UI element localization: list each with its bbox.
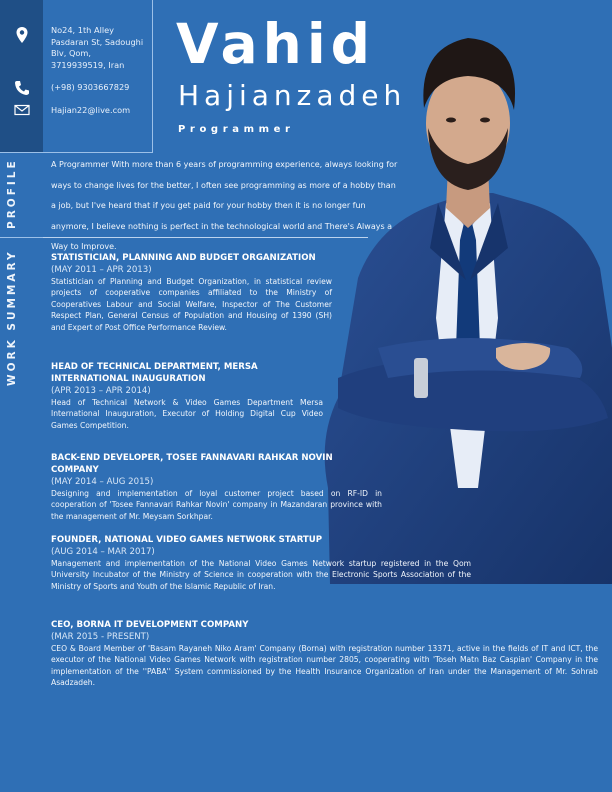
job-dates: (MAR 2015 - PRESENT) (51, 632, 150, 642)
job-dates: (APR 2013 – APR 2014) (51, 386, 151, 396)
job-description: Management and implementation of the National Video Games Network startup registered in the Qom University Incubator of the Ministry of Science in cooperation with the Electronic Sports Association of the Ministry of Sports and Youth of the Islamic Republic of Iran. (51, 559, 471, 591)
job-title: BACK-END DEVELOPER, TOSEE FANNAVARI RAHKAR NOVIN COMPANY (51, 453, 333, 475)
header-divider-vertical (152, 0, 153, 152)
job-title: HEAD OF TECHNICAL DEPARTMENT, MERSA INTERNATIONAL INAUGURATION (51, 362, 258, 384)
header-divider-horizontal (43, 152, 153, 153)
job-entry-3 (51, 452, 382, 522)
job-description: Designing and implementation of loyal customer project based on RF-ID in cooperation of 'Tosee Fannavari Rahkar Novin' company in Mazandaran province with the management of Mr. Meysam Sorkhpar. (51, 489, 382, 521)
first-name: Vahid (176, 12, 376, 76)
profile-section-label: PROFILE (6, 158, 18, 230)
phone-icon (13, 79, 31, 97)
job-description: CEO & Board Member of 'Basam Rayaneh Niko Aram' Company (Borna) with registration number 13371, active in the fields of IT and ICT, the executor of the National Video Games Network with registration number 2805, cooperating with 'Toseh Matn Baz Caspian' Company in the implementation of the ''PABA'' System commissioned by the Health Insurance Organization of Iran under the Management of Mr. Sohrab Asadzadeh. (51, 644, 598, 688)
job-dates: (AUG 2014 – MAR 2017) (51, 547, 155, 557)
job-entry-1 (51, 252, 332, 333)
contact-email[interactable]: Hajian22@live.com (51, 105, 131, 115)
contact-address: No24, 1th Alley Pasdaran St, Sadoughi Blv, Qom, 3719939519, Iran (51, 25, 144, 70)
job-description: Head of Technical Network & Video Games Department Mersa International Inauguration, Executor of Holding Digital Cup Video Games Competition. (51, 398, 323, 430)
location-pin-icon (13, 26, 31, 44)
job-entry-5 (51, 619, 598, 689)
job-entry-2 (51, 361, 323, 431)
profile-summary: A Programmer With more than 6 years of programming experience, always looking for ways to change lives for the better, I often see programming as more of a hobby than a job, but I've heard that if you get paid for your hobby then it is no longer fun anymore, I believe nothing is perfect in the technological world and There's Always a Way to Improve. (51, 160, 398, 251)
profile-bottom-rule (0, 237, 43, 238)
job-dates: (MAY 2014 – AUG 2015) (51, 477, 154, 487)
job-title: CEO, BORNA IT DEVELOPMENT COMPANY (51, 620, 249, 630)
job-title: STATISTICIAN, PLANNING AND BUDGET ORGANIZATION (51, 253, 316, 263)
email-envelope-icon (13, 101, 31, 119)
job-role: Programmer (178, 124, 295, 135)
job-dates: (MAY 2011 – APR 2013) (51, 265, 152, 275)
profile-top-rule (0, 152, 43, 153)
work-summary-section-label: WORK SUMMARY (6, 249, 18, 387)
job-description: Statistician of Planning and Budget Organization, in statistical review projects of cooperative companies affiliated to the Ministry of Cooperatives Labour and Social Welfare, Inspector of The Customer Respect Plan, General Census of Population and Housing of 1390 (SH) and Expert of Post Office Performance Review. (51, 277, 332, 332)
last-name: Hajianzadeh (178, 79, 407, 112)
job-title: FOUNDER, NATIONAL VIDEO GAMES NETWORK STARTUP (51, 535, 323, 545)
contact-icon-bar (0, 0, 43, 152)
job-entry-4 (51, 534, 471, 592)
profile-divider (43, 237, 368, 238)
contact-phone[interactable]: (+98) 9303667829 (51, 82, 130, 92)
